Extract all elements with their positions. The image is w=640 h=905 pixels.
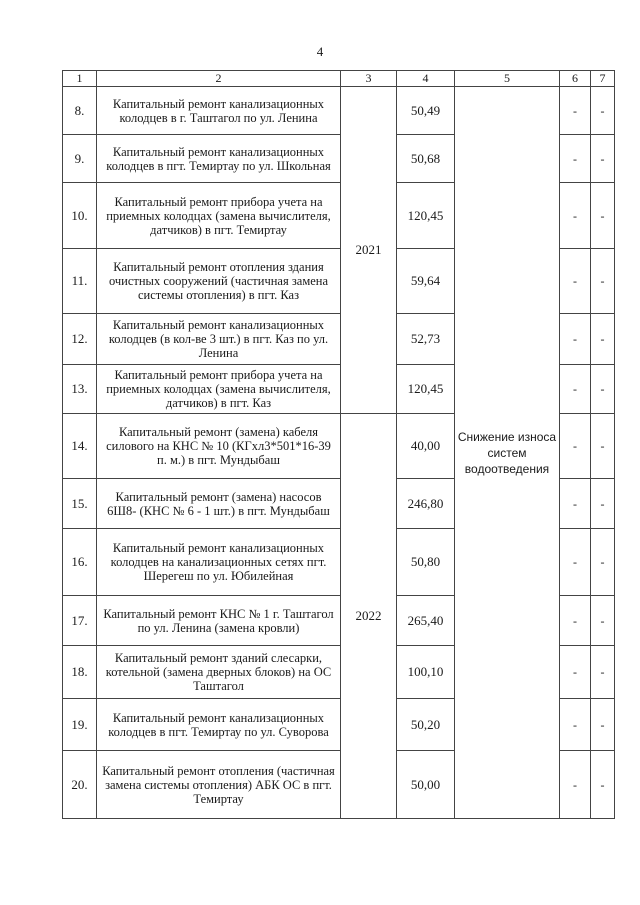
cost-value: 50,80: [397, 529, 455, 596]
work-name: Капитальный ремонт канализационных колодцев на канализационных сетях пгт. Шерегеш по ул. Юбилейная: [97, 529, 341, 596]
col7-value: -: [591, 365, 615, 414]
row-number: 13.: [63, 365, 97, 414]
work-name: Капитальный ремонт отопления здания очистных сооружений (частичная замена системы отопления) в пгт. Каз: [97, 249, 341, 314]
row-number: 15.: [63, 479, 97, 529]
row-number: 19.: [63, 699, 97, 751]
col7-value: -: [591, 249, 615, 314]
col7-value: -: [591, 479, 615, 529]
cost-value: 40,00: [397, 414, 455, 479]
col7-value: -: [591, 314, 615, 365]
row-number: 18.: [63, 646, 97, 699]
col7-value: -: [591, 751, 615, 819]
year-2022: 2022: [341, 414, 397, 819]
cost-value: 50,49: [397, 87, 455, 135]
col6-value: -: [560, 646, 591, 699]
work-name: Капитальный ремонт зданий слесарки, котельной (замена дверных блоков) на ОС Таштагол: [97, 646, 341, 699]
header-cell: 3: [341, 71, 397, 87]
row-number: 10.: [63, 183, 97, 249]
col7-value: -: [591, 596, 615, 646]
cost-value: 50,00: [397, 751, 455, 819]
col6-value: -: [560, 596, 591, 646]
col6-value: -: [560, 414, 591, 479]
header-cell: 7: [591, 71, 615, 87]
col6-value: -: [560, 365, 591, 414]
col6-value: -: [560, 314, 591, 365]
work-name: Капитальный ремонт прибора учета на приемных колодцах (замена вычислителя, датчиков) в пгт. Темиртау: [97, 183, 341, 249]
header-cell: 2: [97, 71, 341, 87]
cost-value: 100,10: [397, 646, 455, 699]
col6-value: -: [560, 751, 591, 819]
work-name: Капитальный ремонт канализационных колодцев в пгт. Темиртау по ул. Суворова: [97, 699, 341, 751]
works-table: [62, 70, 615, 819]
work-name: Капитальный ремонт канализационных колодцев в пгт. Темиртау по ул. Школьная: [97, 135, 341, 183]
cost-value: 50,68: [397, 135, 455, 183]
col7-value: -: [591, 414, 615, 479]
header-cell: 5: [455, 71, 560, 87]
col6-value: -: [560, 183, 591, 249]
row-number: 11.: [63, 249, 97, 314]
cost-value: 265,40: [397, 596, 455, 646]
col6-value: -: [560, 87, 591, 135]
work-name: Капитальный ремонт (замена) насосов 6Ш8- (КНС № 6 - 1 шт.) в пгт. Мундыбаш: [97, 479, 341, 529]
col6-value: -: [560, 135, 591, 183]
col6-value: -: [560, 699, 591, 751]
col7-value: -: [591, 529, 615, 596]
cost-value: 59,64: [397, 249, 455, 314]
col6-value: -: [560, 479, 591, 529]
header-cell: 1: [63, 71, 97, 87]
work-name: Капитальный ремонт КНС № 1 г. Таштагол по ул. Ленина (замена кровли): [97, 596, 341, 646]
work-name: Капитальный ремонт отопления (частичная замена системы отопления) АБК ОС в пгт. Темиртау: [97, 751, 341, 819]
header-cell: 6: [560, 71, 591, 87]
col6-value: -: [560, 249, 591, 314]
work-name: Капитальный ремонт канализационных колодцев (в кол-ве 3 шт.) в пгт. Каз по ул. Ленина: [97, 314, 341, 365]
expected-result: Снижение износа систем водоотведения: [455, 87, 560, 819]
row-number: 14.: [63, 414, 97, 479]
table-row: [63, 87, 615, 135]
col7-value: -: [591, 699, 615, 751]
row-number: 9.: [63, 135, 97, 183]
cost-value: 120,45: [397, 365, 455, 414]
cost-value: 120,45: [397, 183, 455, 249]
row-number: 17.: [63, 596, 97, 646]
col6-value: -: [560, 529, 591, 596]
col7-value: -: [591, 646, 615, 699]
cost-value: 50,20: [397, 699, 455, 751]
col7-value: -: [591, 135, 615, 183]
year-2021: 2021: [341, 87, 397, 414]
work-name: Капитальный ремонт (замена) кабеля силового на КНС № 10 (КГхл3*501*16-39 п. м.) в пгт. Мундыбаш: [97, 414, 341, 479]
page-number: 4: [316, 44, 324, 59]
cost-value: 52,73: [397, 314, 455, 365]
work-name: Капитальный ремонт прибора учета на приемных колодцах (замена вычислителя, датчиков) в пгт. Каз: [97, 365, 341, 414]
col7-value: -: [591, 183, 615, 249]
cost-value: 246,80: [397, 479, 455, 529]
header-row: [63, 71, 615, 87]
row-number: 12.: [63, 314, 97, 365]
work-name: Капитальный ремонт канализационных колодцев в г. Таштагол по ул. Ленина: [97, 87, 341, 135]
header-cell: 4: [397, 71, 455, 87]
row-number: 8.: [63, 87, 97, 135]
row-number: 16.: [63, 529, 97, 596]
col7-value: -: [591, 87, 615, 135]
row-number: 20.: [63, 751, 97, 819]
